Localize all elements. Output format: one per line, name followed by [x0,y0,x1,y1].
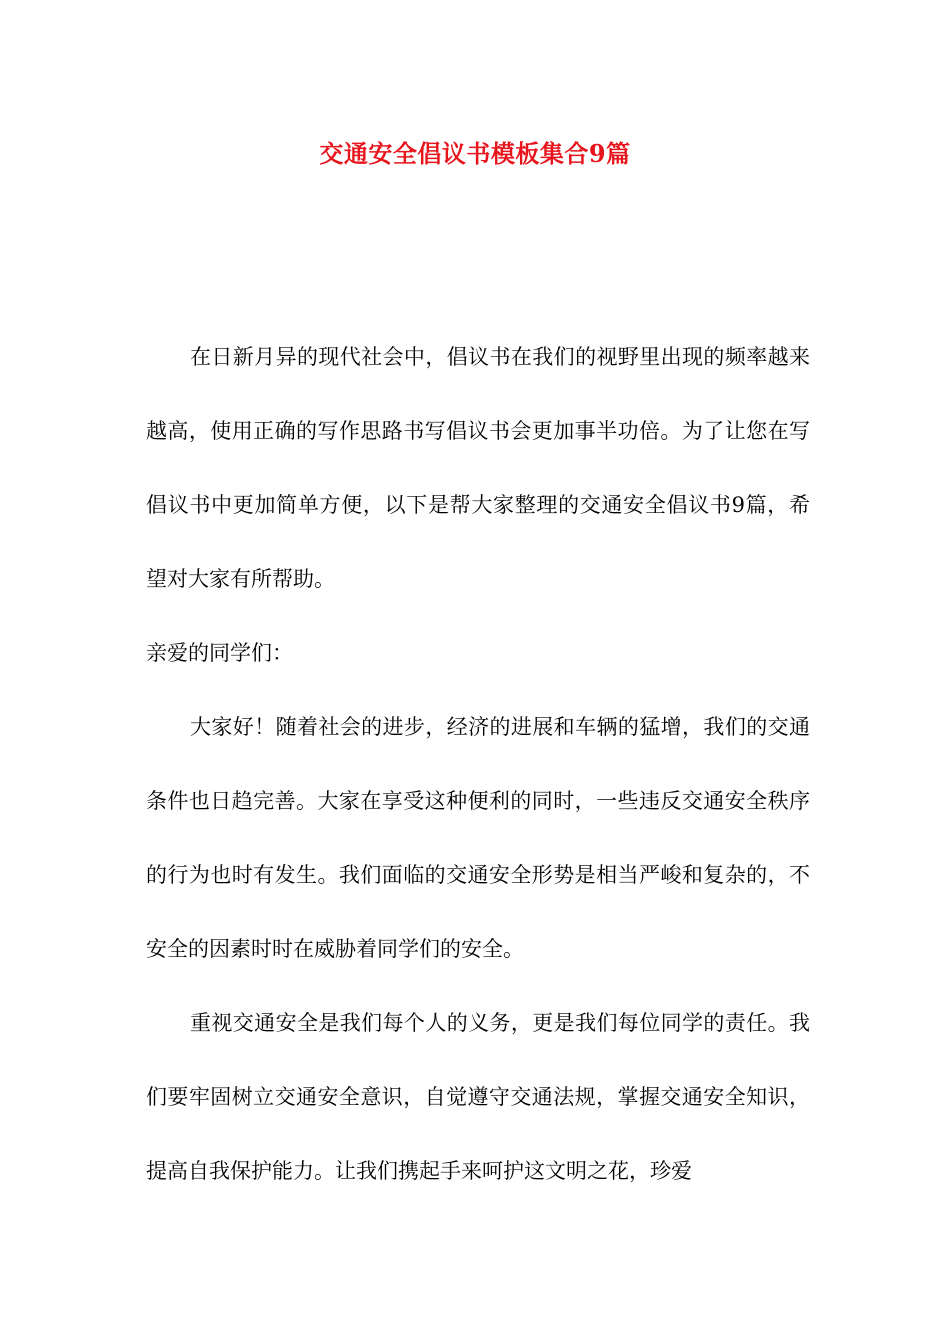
document-body [146,320,810,1208]
body-paragraph-1: 大家好！随着社会的进步，经济的进展和车辆的猛增，我们的交通条件也日趋完善。大家在享受这种便利的同时，一些违反交通安全秩序的行为也时有发生。我们面临的交通安全形势是相当严峻和复杂的，不安全的因素时时在威胁着同学们的安全。 [146,715,810,961]
intro-paragraph: 在日新月异的现代社会中，倡议书在我们的视野里出现的频率越来越高，使用正确的写作思路书写倡议书会更加事半功倍。为了让您在写倡议书中更加简单方便，以下是帮大家整理的交通安全倡议书9篇，希望对大家有所帮助。 [146,345,810,591]
salutation: 亲爱的同学们： [146,641,293,665]
document-title: 交通安全倡议书模板集合9篇 [319,139,631,168]
body-paragraph-2: 重视交通安全是我们每个人的义务，更是我们每位同学的责任。我们要牢固树立交通安全意识，自觉遵守交通法规，掌握交通安全知识，提高自我保护能力。让我们携起手来呵护这文明之花，珍爱 [146,1011,810,1183]
